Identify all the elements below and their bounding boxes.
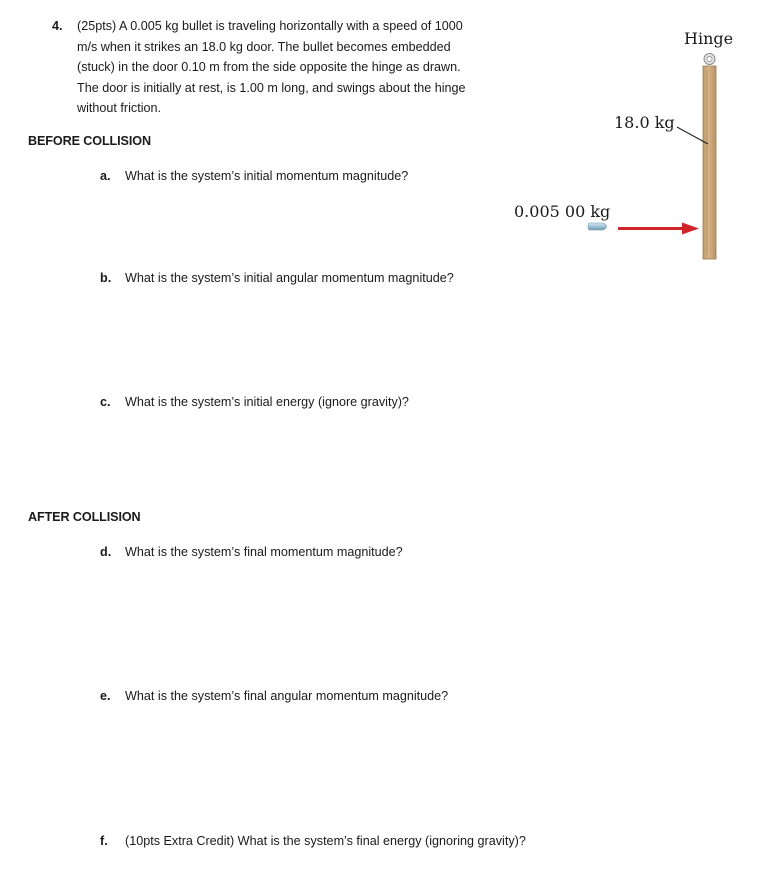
question-d	[100, 544, 403, 560]
door-mass-label: 18.0 kg	[614, 113, 675, 132]
door-mass-leader	[677, 127, 708, 144]
question-label: a.	[100, 169, 111, 183]
question-text: What is the system’s final angular momentum magnitude?	[125, 689, 449, 703]
before-collision-header: BEFORE COLLISION	[28, 134, 151, 148]
question-c	[100, 394, 409, 410]
hinge-label: Hinge	[684, 29, 734, 48]
question-label: b.	[100, 271, 112, 285]
bullet-mass-label: 0.005 00 kg	[514, 202, 611, 221]
bullet-icon	[588, 223, 607, 230]
problem-text: (25pts) A 0.005 kg bullet is traveling horizontally with a speed of 1000 m/s when it strikes an 18.0 kg door. The bullet becomes embedded (stuck) in the door 0.10 m from the side opposite the hinge as drawn. The door is initially at rest, is 1.00 m long, and swings about the hinge without friction.	[77, 19, 466, 116]
question-b	[100, 270, 454, 286]
question-text: What is the system’s initial momentum magnitude?	[125, 169, 409, 183]
question-label: d.	[100, 545, 112, 559]
question-f	[100, 833, 526, 849]
velocity-arrow	[618, 223, 699, 235]
question-a	[100, 168, 408, 184]
question-text: What is the system’s initial energy (ignore gravity)?	[125, 395, 409, 409]
door	[703, 66, 716, 259]
question-e	[100, 688, 448, 704]
question-label: f.	[100, 834, 108, 848]
question-label: c.	[100, 395, 111, 409]
question-label: e.	[100, 689, 111, 703]
question-text: (10pts Extra Credit) What is the system’s final energy (ignoring gravity)?	[125, 834, 526, 848]
after-collision-header: AFTER COLLISION	[28, 510, 141, 524]
question-text: What is the system’s final momentum magnitude?	[125, 545, 403, 559]
problem-number: 4.	[52, 19, 63, 33]
hinge-icon	[704, 54, 715, 65]
problem-statement	[52, 16, 472, 119]
question-text: What is the system’s initial angular momentum magnitude?	[125, 271, 454, 285]
